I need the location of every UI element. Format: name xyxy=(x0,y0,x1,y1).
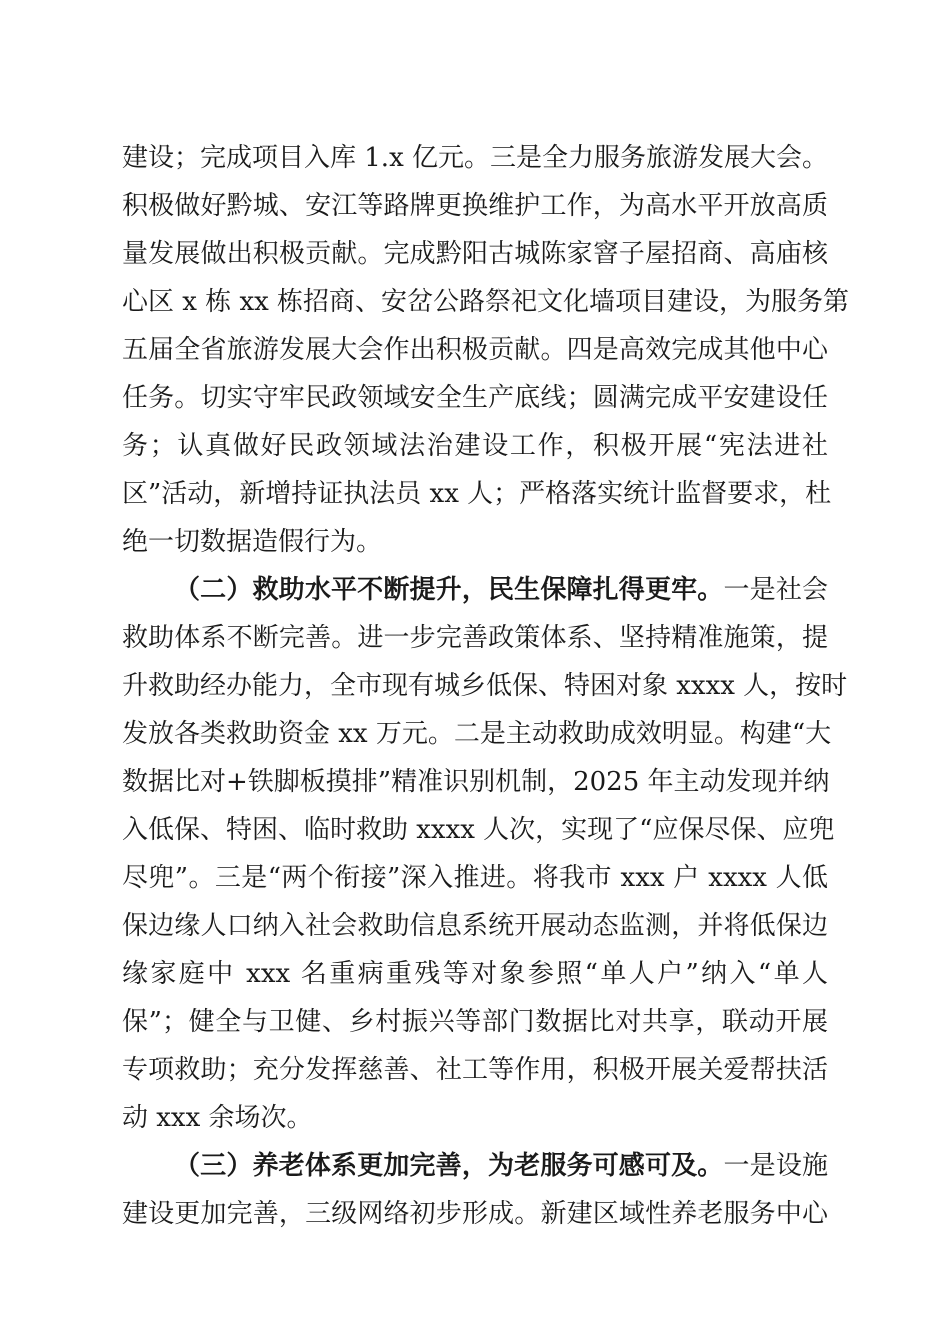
paragraph-2-line-5: 数据比对+铁脚板摸排”精准识别机制，2025 年主动发现并纳 xyxy=(122,767,830,797)
paragraph-1-line-6: 任务。切实守牢民政领域安全生产底线；圆满完成平安建设任 xyxy=(122,383,828,413)
paragraph-3-line-2: 建设更加完善，三级网络初步形成。新建区域性养老服务中心 xyxy=(122,1199,828,1229)
paragraph-2-line-6: 入低保、特困、临时救助 xxxx 人次，实现了“应保尽保、应兜 xyxy=(122,815,835,845)
paragraph-2-line-9: 缘家庭中 xxx 名重病重残等对象参照“单人户”纳入“单人 xyxy=(122,959,828,989)
paragraph-1-line-3: 量发展做出积极贡献。完成黔阳古城陈家窨子屋招商、高庙核 xyxy=(122,239,828,269)
paragraph-1-line-7: 务；认真做好民政领域法治建设工作，积极开展“宪法进社 xyxy=(122,431,828,461)
paragraph-2-first-line-rest: 一是社会 xyxy=(723,575,828,605)
paragraph-2-line-7: 尽兜”。三是“两个衔接”深入推进。将我市 xxx 户 xxxx 人低 xyxy=(122,863,828,893)
paragraph-1-line-9: 绝一切数据造假行为。 xyxy=(122,527,383,557)
paragraph-1-line-4: 心区 x 栋 xx 栋招商、安岔公路祭祀文化墙项目建设，为服务第 xyxy=(122,287,850,317)
paragraph-2-line-4: 发放各类救助资金 xx 万元。二是主动救助成效明显。构建“大 xyxy=(122,719,832,749)
paragraph-2-line-11: 专项救助；充分发挥慈善、社工等作用，积极开展关爱帮扶活 xyxy=(122,1055,828,1085)
paragraph-2-first-line xyxy=(174,574,828,606)
paragraph-3-heading: （三）养老体系更加完善，为老服务可感可及。 xyxy=(174,1151,724,1181)
paragraph-2-line-8: 保边缘人口纳入社会救助信息系统开展动态监测，并将低保边 xyxy=(122,911,828,941)
paragraph-2-heading: （二）救助水平不断提升，民生保障扎得更牢。 xyxy=(174,575,724,605)
paragraph-2-line-2: 救助体系不断完善。进一步完善政策体系、坚持精准施策，提 xyxy=(122,623,828,653)
paragraph-2-line-3: 升救助经办能力，全市现有城乡低保、特困对象 xxxx 人，按时 xyxy=(122,671,848,701)
paragraph-1-line-1: 建设；完成项目入库 1.x 亿元。三是全力服务旅游发展大会。 xyxy=(122,143,828,173)
paragraph-2-line-12: 动 xxx 余场次。 xyxy=(122,1103,313,1133)
paragraph-3-first-line xyxy=(174,1150,828,1182)
paragraph-1-line-2: 积极做好黔城、安江等路牌更换维护工作，为高水平开放高质 xyxy=(122,191,828,221)
paragraph-1-line-8: 区”活动，新增持证执法员 xx 人；严格落实统计监督要求，杜 xyxy=(122,479,832,509)
paragraph-2-line-10: 保”；健全与卫健、乡村振兴等部门数据比对共享，联动开展 xyxy=(122,1007,828,1037)
paragraph-3-first-line-rest: 一是设施 xyxy=(723,1151,828,1181)
paragraph-1-line-5: 五届全省旅游发展大会作出积极贡献。四是高效完成其他中心 xyxy=(122,335,828,365)
